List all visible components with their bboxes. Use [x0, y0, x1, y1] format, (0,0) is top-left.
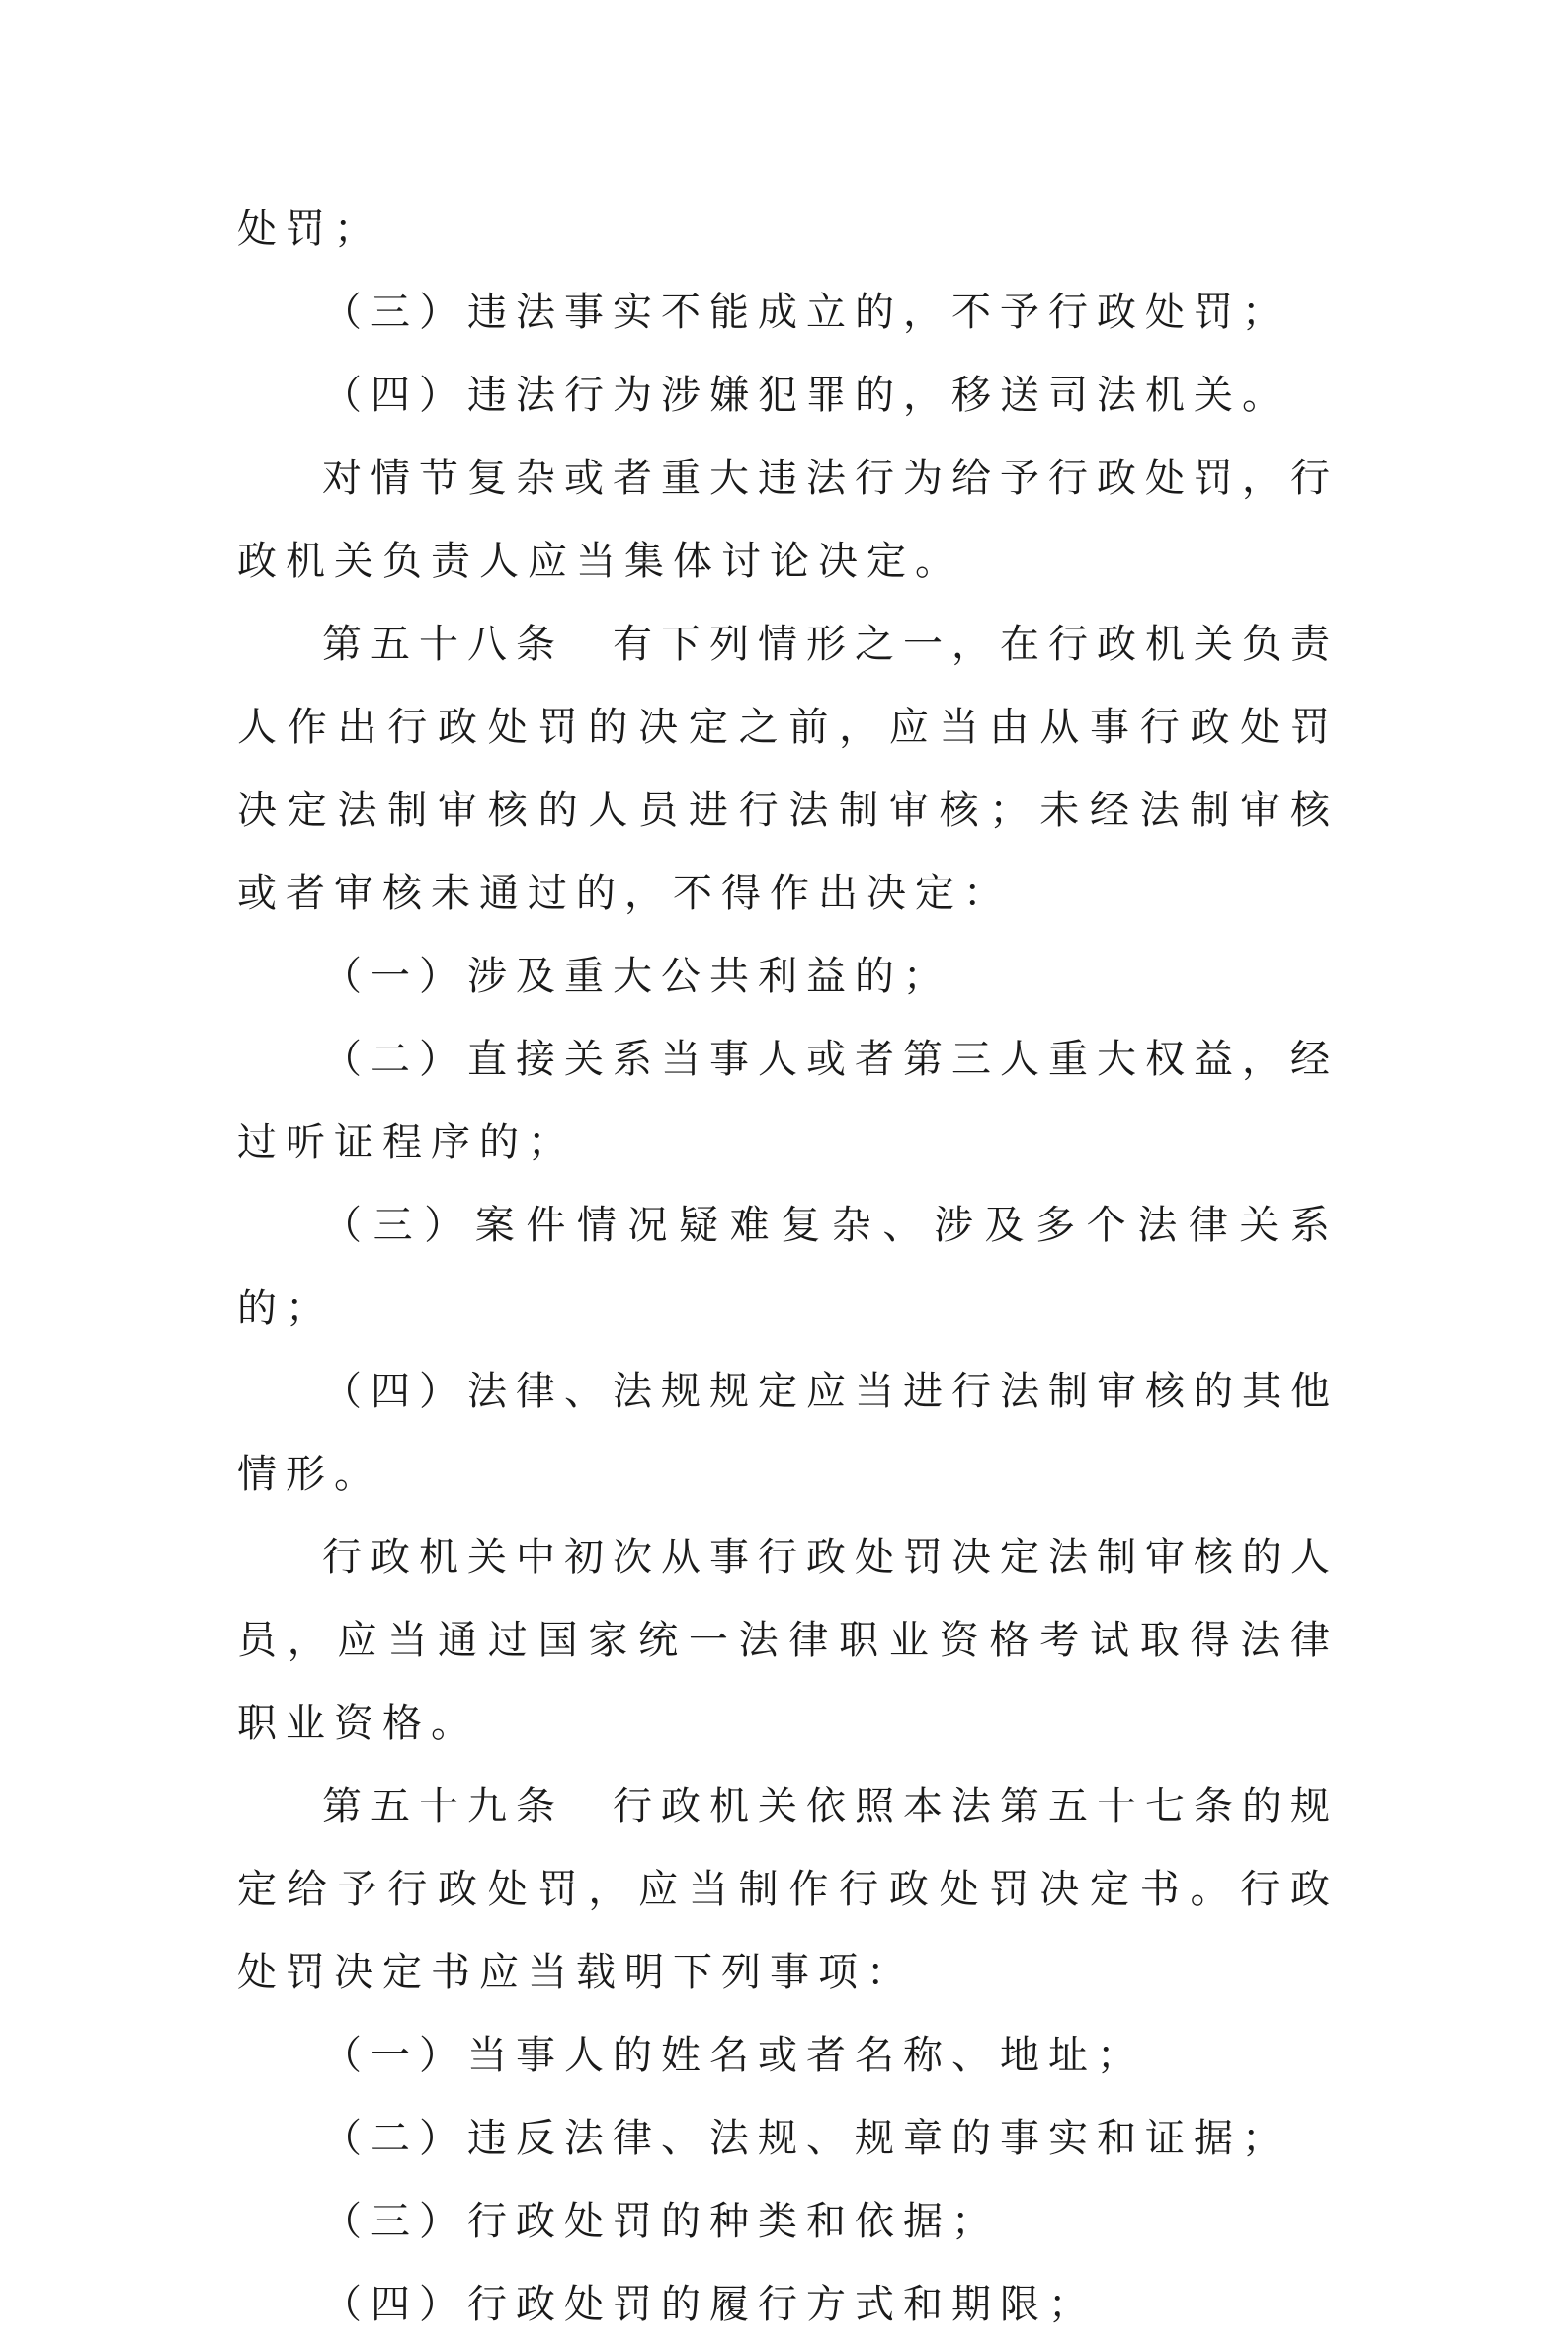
- document-body: [237, 188, 1339, 2346]
- paragraph-item-3-non-establishment: （三）违法事实不能成立的，不予行政处罚；: [322, 290, 1290, 335]
- paragraph-article-58: 第五十八条 有下列情形之一，在行政机关负责人作出行政处罚的决定之前，应当由从事行政处罚决定法制审核的人员进行法制审核；未经法制审核或者审核未通过的，不得作出决定：: [237, 622, 1339, 916]
- paragraph-article-59: 第五十九条 行政机关依照本法第五十七条的规定给予行政处罚，应当制作行政处罚决定书。行政处罚决定书应当载明下列事项：: [237, 1784, 1339, 1995]
- paragraph-article-58-item-4: （四）法律、法规规定应当进行法制审核的其他情形。: [237, 1369, 1339, 1497]
- paragraph-article-59-item-1: （一）当事人的姓名或者名称、地址；: [322, 2033, 1145, 2078]
- paragraph-reviewer-qualification: 行政机关中初次从事行政处罚决定法制审核的人员，应当通过国家统一法律职业资格考试取得法律职业资格。: [237, 1535, 1339, 1746]
- paragraph-article-58-item-3: （三）案件情况疑难复杂、涉及多个法律关系的；: [237, 1203, 1339, 1331]
- paragraph-article-59-item-2: （二）违反法律、法规、规章的事实和证据；: [322, 2116, 1290, 2161]
- paragraph-article-58-item-1: （一）涉及重大公共利益的；: [322, 954, 951, 999]
- paragraph-article-59-item-4: （四）行政处罚的履行方式和期限；: [322, 2282, 1097, 2327]
- paragraph-article-58-item-2: （二）直接关系当事人或者第三人重大权益，经过听证程序的；: [237, 1037, 1339, 1165]
- paragraph-item-4-transfer-judicial: （四）违法行为涉嫌犯罪的，移送司法机关。: [322, 373, 1290, 418]
- paragraph-article-59-item-3: （三）行政处罚的种类和依据；: [322, 2199, 1000, 2244]
- paragraph-continuation: 处罚；: [237, 207, 382, 252]
- paragraph-collective-discussion: 对情节复杂或者重大违法行为给予行政处罚，行政机关负责人应当集体讨论决定。: [237, 456, 1339, 584]
